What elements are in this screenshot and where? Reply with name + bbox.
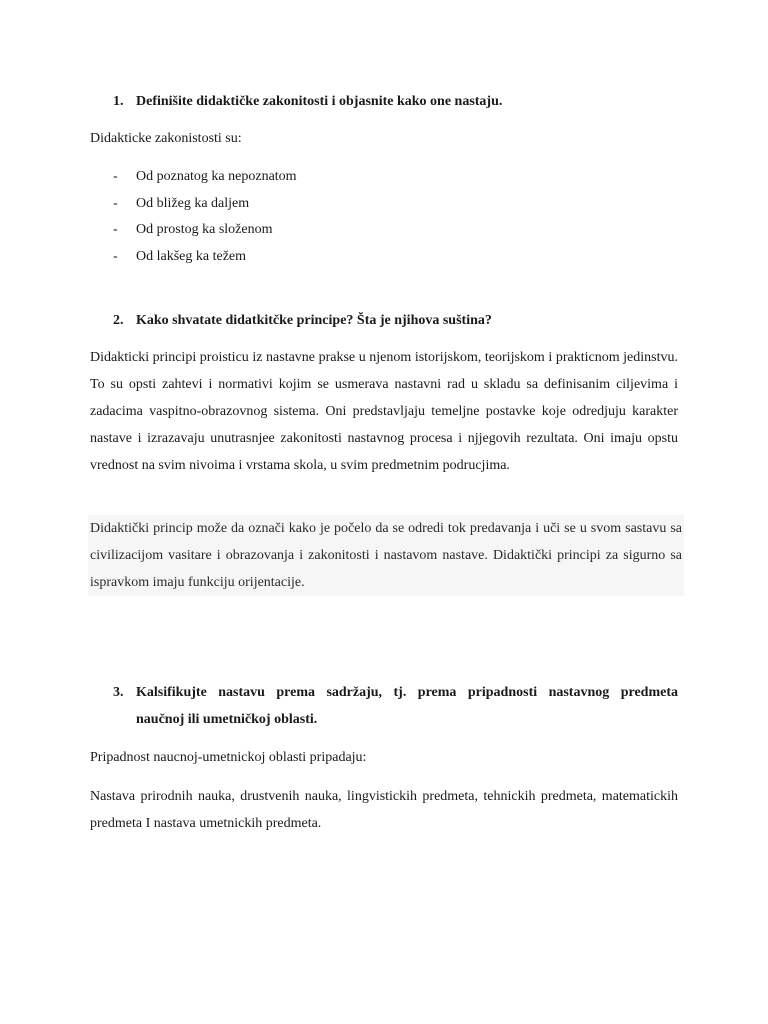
q3-intro: Pripadnost naucnoj-umetnickoj oblasti pripadaju: (90, 750, 367, 765)
question-3-number: 3. (113, 685, 124, 700)
question-1-number: 1. (113, 94, 124, 109)
list-item: Od lakšeg ka težem (136, 249, 247, 264)
bullet-marker: - (113, 222, 118, 237)
q3-paragraph: Nastava prirodnih nauka, drustvenih nauka, lingvistickih predmeta, tehnickih predmeta, matematickih predmeta I nastava umetnickih predmeta. (90, 789, 678, 831)
list-item: Od bližeg ka daljem (136, 196, 250, 211)
bullet-marker: - (113, 196, 118, 211)
question-3-title-line-2: naučnoj ili umetničkoj oblasti. (136, 712, 318, 727)
bullet-marker: - (113, 249, 118, 264)
q2-paragraph-2: Didaktički princip može da označi kako je počelo da se odredi tok predavanja i uči se u svom sastavu sa civilizacijom vasitare i obrazovanja i zakonitosti i nastavom nastave. Didaktički principi za sigurno sa ispravkom imaju funkciju orijentacije. (88, 515, 684, 596)
q1-intro: Didakticke zakonistosti su: (90, 131, 242, 146)
list-item: Od prostog ka složenom (136, 222, 273, 237)
question-2-title: Kako shvatate didatkitčke principe? Šta je njihova suština? (136, 313, 492, 328)
question-1-title: Definišite didaktičke zakonitosti i objasnite kako one nastaju. (136, 94, 503, 109)
bullet-marker: - (113, 169, 118, 184)
question-2-number: 2. (113, 313, 124, 328)
list-item: Od poznatog ka nepoznatom (136, 169, 297, 184)
question-3-title-line-1: Kalsifikujte nastavu prema sadržaju, tj. prema pripadnosti nastavnog predmeta (136, 685, 678, 700)
q2-paragraph-1: Didakticki principi proisticu iz nastavne prakse u njenom istorijskom, teorijskom i prakticnom jedinstvu. To su opsti zahtevi i normativi kojim se usmerava nastavni rad u skladu sa definisanim ciljevima i zadacima vaspitno-obrazovnog sistema. Oni predstavljaju temeljne postavke koje odredjuju karakter nastave i izrazavaju unutrasnjee zakonitosti nastavnog procesa i njjegovih rezultata. Oni imaju opstu vrednost na svim nivoima i vrstama skola, u svim predmetnim podrucjima. (90, 350, 678, 473)
